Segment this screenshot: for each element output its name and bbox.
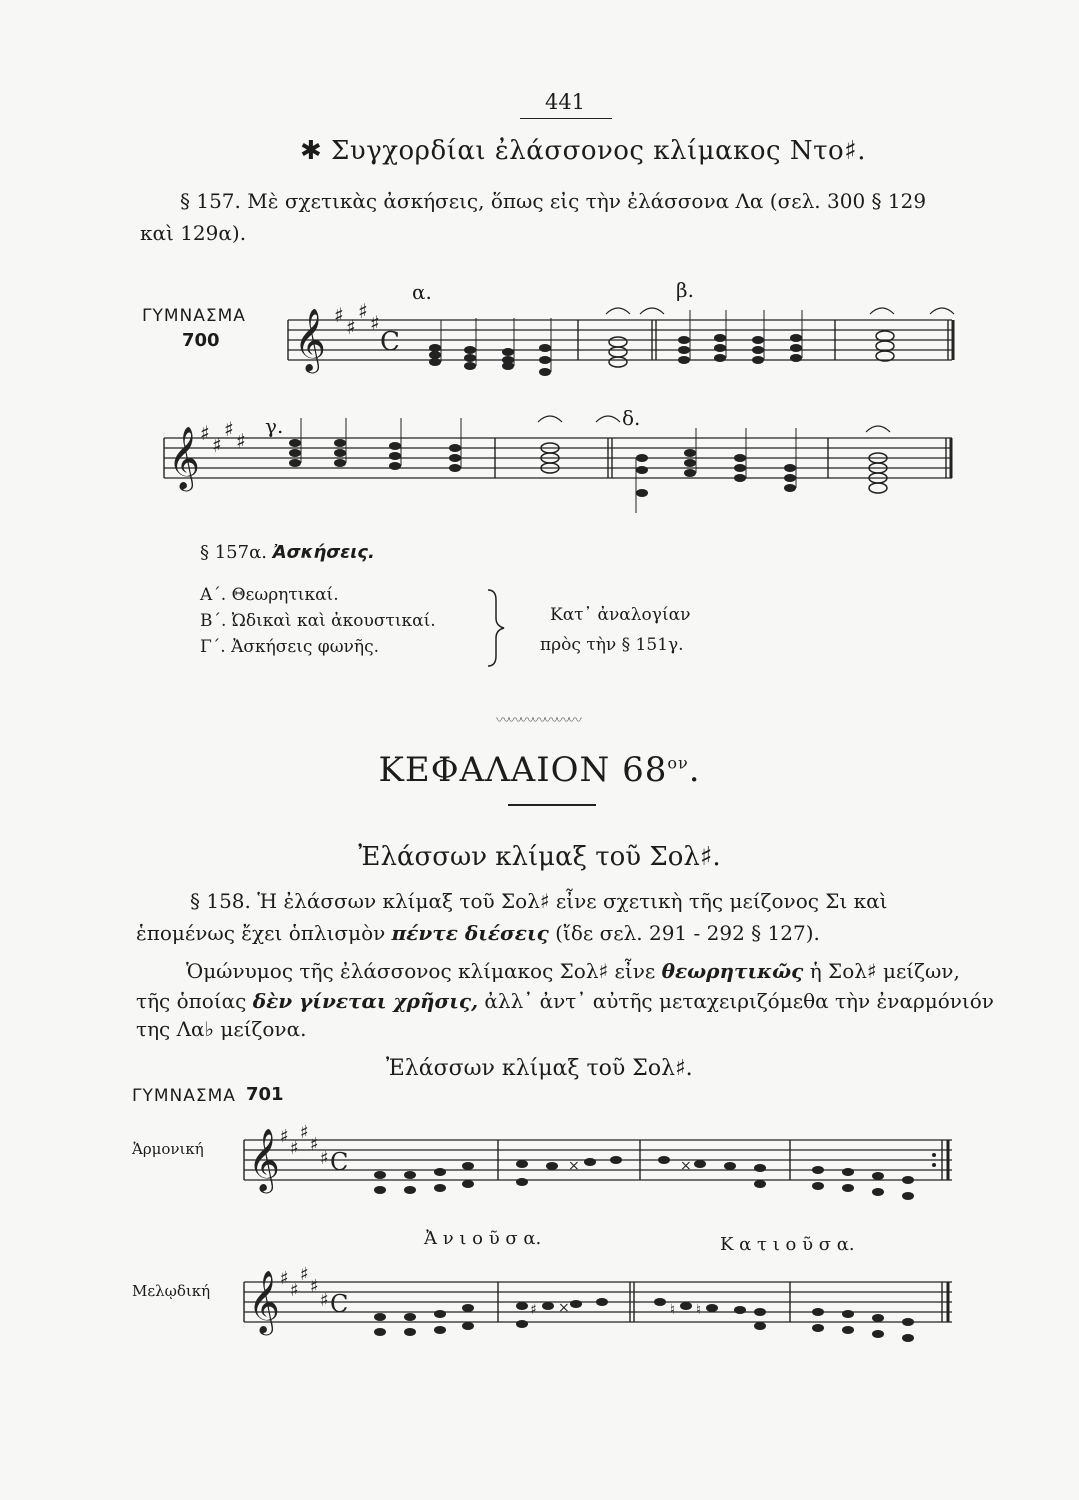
harmonic-row-label: Ἁρμονική: [132, 1140, 204, 1158]
text-run: ἀλλ᾽ ἀντ᾽ αὐτῆς μεταχειριζόμεθα τὴν ἐναρμόνιόν: [478, 989, 994, 1013]
sharp-icon: ♯: [290, 1280, 299, 1301]
music-staff-harmonic: [240, 1120, 960, 1210]
sharp-icon: ♯: [290, 1138, 299, 1159]
sharp-icon: ♯: [320, 1148, 329, 1169]
emphasis-five-sharps: πέντε διέσεις: [391, 921, 549, 945]
harmonic-notes: [374, 1162, 474, 1194]
chord-group-b: [678, 310, 802, 364]
whole-chord: [876, 331, 894, 361]
analogy-note-line1: Κατ᾽ ἀναλογίαν: [550, 605, 691, 625]
ascending-label: Ἀ ν ι ο ῦ σ α.: [424, 1228, 542, 1249]
treble-clef-icon: 𝄞: [248, 1270, 280, 1333]
section-157a-title: Ἀσκήσεις.: [272, 542, 375, 563]
exercise-700-number: 700: [182, 330, 220, 351]
chapter-dot: .: [688, 750, 701, 790]
emphasis-theoretically: θεωρητικῶς: [661, 959, 804, 983]
sharp-icon: ♯: [310, 1276, 319, 1297]
section-157-heading: ✱ Συγχορδίαι ἐλάσσονος κλίμακος Ντο♯.: [300, 136, 866, 166]
svg-text:♯: ♯: [530, 1302, 537, 1318]
sharp-icon: ♯: [224, 417, 234, 441]
sharp-icon: ♯: [200, 421, 210, 445]
sharp-icon: ♯: [280, 1268, 289, 1289]
chord-group-a: [429, 318, 551, 376]
section-158-line2: [136, 918, 820, 948]
chapter-ordinal-suffix: ον: [667, 753, 689, 773]
text-run: Ὁμώνυμος τῆς ἐλάσσονος κλίμακος Σολ♯ εἶνε: [186, 959, 662, 983]
chord-group-d: [636, 428, 796, 513]
chapter-heading: [0, 750, 1079, 790]
section-158-line4: [136, 986, 994, 1016]
emphasis-not-used: δὲν γίνεται χρῆσις,: [252, 989, 479, 1013]
section-158-heading: Ἐλάσσων κλίμαξ τοῦ Σολ♯.: [358, 842, 721, 872]
mark-gamma: γ.: [265, 414, 284, 438]
exercise-701-title: Ἐλάσσων κλίμαξ τοῦ Σολ♯.: [386, 1056, 693, 1081]
descending-label: Κ α τ ι ο ῦ σ α.: [720, 1234, 855, 1255]
common-time-icon: C: [330, 1290, 349, 1318]
exercise-701-number: 701: [246, 1084, 284, 1105]
exercise-700-label: ΓΥΜΝΑΣΜΑ: [142, 306, 246, 326]
whole-chord: [869, 453, 887, 493]
analogy-note-line2: πρὸς τὴν § 151γ.: [540, 635, 684, 655]
sharp-icon: ♯: [236, 429, 246, 453]
svg-text:♮: ♮: [696, 1302, 702, 1318]
sharp-icon: ♯: [358, 299, 368, 323]
svg-text:×: ×: [680, 1158, 692, 1174]
wavy-divider: 〰〰〰〰〰〰〰: [496, 713, 580, 729]
treble-clef-icon: 𝄞: [294, 308, 326, 371]
sharp-icon: ♯: [310, 1134, 319, 1155]
svg-text:♮: ♮: [670, 1302, 676, 1318]
section-158-line1: § 158. Ἡ ἐλάσσων κλίμαξ τοῦ Σολ♯ εἶνε σχετικὴ τῆς μείζονος Σι καὶ: [190, 889, 888, 913]
mark-beta: β.: [676, 278, 694, 302]
music-staff-700-1: [280, 300, 960, 390]
sharp-icon: ♯: [346, 315, 356, 339]
sharp-icon: ♯: [212, 433, 222, 457]
exercise-item-b: Β΄. Ὠδικαὶ καὶ ἀκουστικαί.: [200, 611, 436, 631]
svg-text:×: ×: [568, 1158, 580, 1174]
sharp-icon: ♯: [300, 1264, 309, 1285]
treble-clef-icon: 𝄞: [248, 1128, 280, 1191]
chord-group-c: [289, 418, 461, 472]
sharp-icon: ♯: [320, 1290, 329, 1311]
section-157a-number: § 157α.: [200, 542, 267, 563]
text-run: ἡ Σολ♯ μείζων,: [803, 959, 960, 983]
sharp-icon: ♯: [370, 311, 380, 335]
exercise-item-c: Γ΄. Ἀσκήσεις φωνῆς.: [200, 637, 380, 657]
section-158-line3: [186, 956, 960, 986]
curly-brace-icon: [478, 588, 508, 668]
treble-clef-icon: 𝄞: [168, 426, 200, 489]
page-number-rule: [520, 118, 612, 119]
text-run: ἑπομένως ἔχει ὁπλισμὸν: [136, 921, 392, 945]
svg-text:×: ×: [558, 1300, 570, 1316]
chapter-title: ΚΕΦΑΛΑΙΟΝ 68: [378, 750, 668, 790]
page-number: 441: [544, 90, 586, 114]
exercise-item-a: Α΄. Θεωρητικαί.: [200, 585, 339, 605]
chapter-rule: [508, 804, 596, 806]
sharp-icon: ♯: [300, 1122, 309, 1143]
exercise-701-label: ΓΥΜΝΑΣΜΑ: [132, 1086, 236, 1106]
mark-alpha: α.: [412, 280, 432, 304]
section-157-line2: καὶ 129α).: [140, 221, 247, 245]
section-158-line5: της Λα♭ μείζονα.: [136, 1017, 307, 1041]
mark-delta: δ.: [622, 406, 641, 430]
melodic-notes: [374, 1304, 474, 1336]
text-run: (ἴδε σελ. 291 - 292 § 127).: [548, 921, 820, 945]
section-157a-heading: [200, 542, 375, 563]
melodic-row-label: Μελῳδική: [132, 1282, 211, 1300]
whole-chord: [609, 337, 627, 367]
sharp-icon: ♯: [334, 303, 344, 327]
text-run: τῆς ὁποίας: [136, 989, 253, 1013]
common-time-icon: C: [380, 327, 400, 357]
section-157-line1: § 157. Μὲ σχετικὰς ἀσκήσεις, ὅπως εἰς τὴν ἐλάσσονα Λα (σελ. 300 § 129: [180, 189, 927, 213]
sharp-icon: ♯: [280, 1126, 289, 1147]
common-time-icon: C: [330, 1148, 349, 1176]
music-staff-melodic: [240, 1262, 960, 1352]
